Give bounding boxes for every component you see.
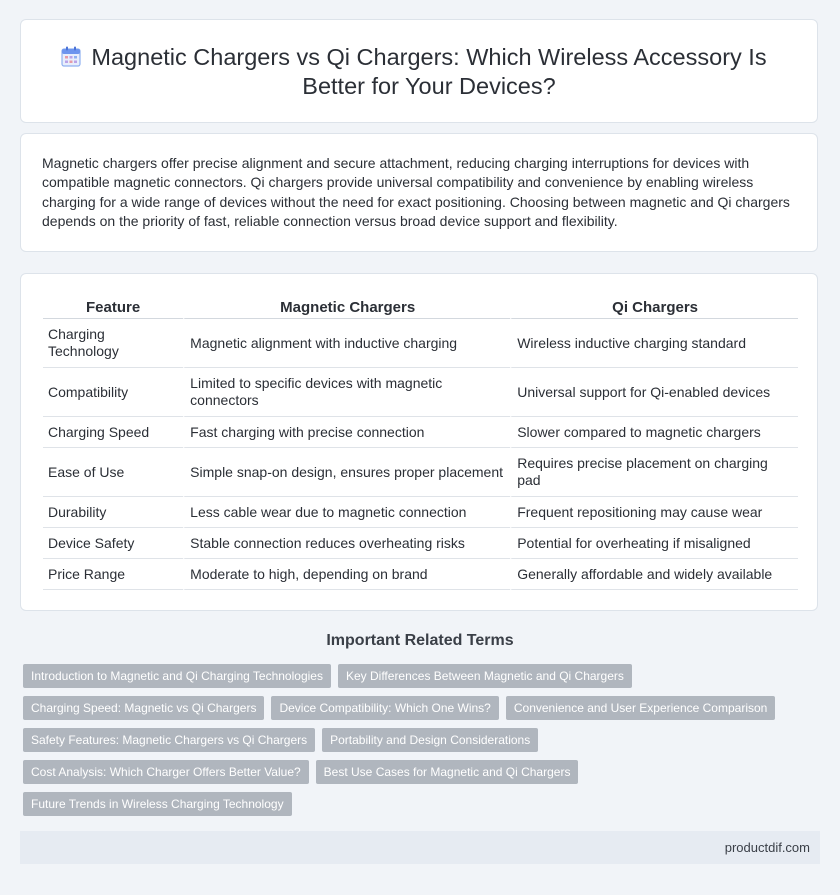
qi-cell: Wireless inductive charging standard [510, 319, 798, 368]
tag-row [23, 664, 823, 688]
feature-cell: Compatibility [43, 368, 183, 417]
related-term-tag[interactable]: Device Compatibility: Which One Wins? [271, 696, 498, 720]
qi-cell: Universal support for Qi-enabled devices [510, 368, 798, 417]
magnetic-cell: Stable connection reduces overheating risks [183, 528, 510, 559]
related-term-tag[interactable]: Best Use Cases for Magnetic and Qi Chargers [316, 760, 579, 784]
table-row [43, 417, 798, 448]
intro-card [20, 133, 818, 252]
qi-cell: Slower compared to magnetic chargers [510, 417, 798, 448]
tag-row [23, 696, 823, 720]
tag-row [23, 760, 823, 784]
feature-cell: Price Range [43, 559, 183, 590]
header-feature: Feature [43, 296, 183, 319]
table-row [43, 368, 798, 417]
related-term-tag[interactable]: Key Differences Between Magnetic and Qi Chargers [338, 664, 632, 688]
magnetic-cell: Moderate to high, depending on brand [183, 559, 510, 590]
tag-row [23, 728, 823, 752]
related-term-tag[interactable]: Introduction to Magnetic and Qi Charging Technologies [23, 664, 331, 688]
title-card [20, 19, 818, 123]
magnetic-cell: Limited to specific devices with magnetic connectors [183, 368, 510, 417]
table-row [43, 448, 798, 497]
magnetic-cell: Fast charging with precise connection [183, 417, 510, 448]
footer-site-link[interactable]: productdif.com [724, 840, 810, 855]
qi-cell: Frequent repositioning may cause wear [510, 497, 798, 528]
intro-paragraph: Magnetic chargers offer precise alignment and secure attachment, reducing charging interruptions for devices with compatible magnetic connectors. Qi chargers provide universal compatibility and convenience by enabling wireless charging for a wide range of devices without the need for exact positioning. Choosing between magnetic and Qi chargers depends on the priority of fast, reliable connection versus broad device support and flexibility. [42, 155, 790, 230]
related-term-tag[interactable]: Convenience and User Experience Comparison [506, 696, 775, 720]
table-row [43, 319, 798, 368]
tag-row [23, 792, 823, 816]
related-term-tag[interactable]: Charging Speed: Magnetic vs Qi Chargers [23, 696, 264, 720]
qi-cell: Requires precise placement on charging pad [510, 448, 798, 497]
feature-cell: Charging Technology [43, 319, 183, 368]
qi-cell: Potential for overheating if misaligned [510, 528, 798, 559]
magnetic-cell: Magnetic alignment with inductive charging [183, 319, 510, 368]
feature-cell: Ease of Use [43, 448, 183, 497]
page-title: Magnetic Chargers vs Qi Chargers: Which Wireless Accessory Is Better for Your Devices? [91, 44, 767, 99]
related-terms-list [23, 664, 823, 824]
related-term-tag[interactable]: Cost Analysis: Which Charger Offers Better Value? [23, 760, 309, 784]
feature-cell: Charging Speed [43, 417, 183, 448]
header-qi: Qi Chargers [510, 296, 798, 319]
magnetic-cell: Simple snap-on design, ensures proper placement [183, 448, 510, 497]
related-term-tag[interactable]: Portability and Design Considerations [322, 728, 538, 752]
comparison-table [43, 296, 798, 590]
table-row [43, 559, 798, 590]
feature-cell: Device Safety [43, 528, 183, 559]
related-term-tag[interactable]: Safety Features: Magnetic Chargers vs Qi Chargers [23, 728, 315, 752]
feature-cell: Durability [43, 497, 183, 528]
header-magnetic: Magnetic Chargers [183, 296, 510, 319]
magnetic-cell: Less cable wear due to magnetic connection [183, 497, 510, 528]
related-terms-heading: Important Related Terms [326, 632, 514, 649]
table-row [43, 528, 798, 559]
related-term-tag[interactable]: Future Trends in Wireless Charging Technology [23, 792, 292, 816]
table-row [43, 497, 798, 528]
table-header-row [43, 296, 798, 319]
footer [20, 831, 820, 864]
comparison-card [20, 273, 818, 611]
qi-cell: Generally affordable and widely available [510, 559, 798, 590]
